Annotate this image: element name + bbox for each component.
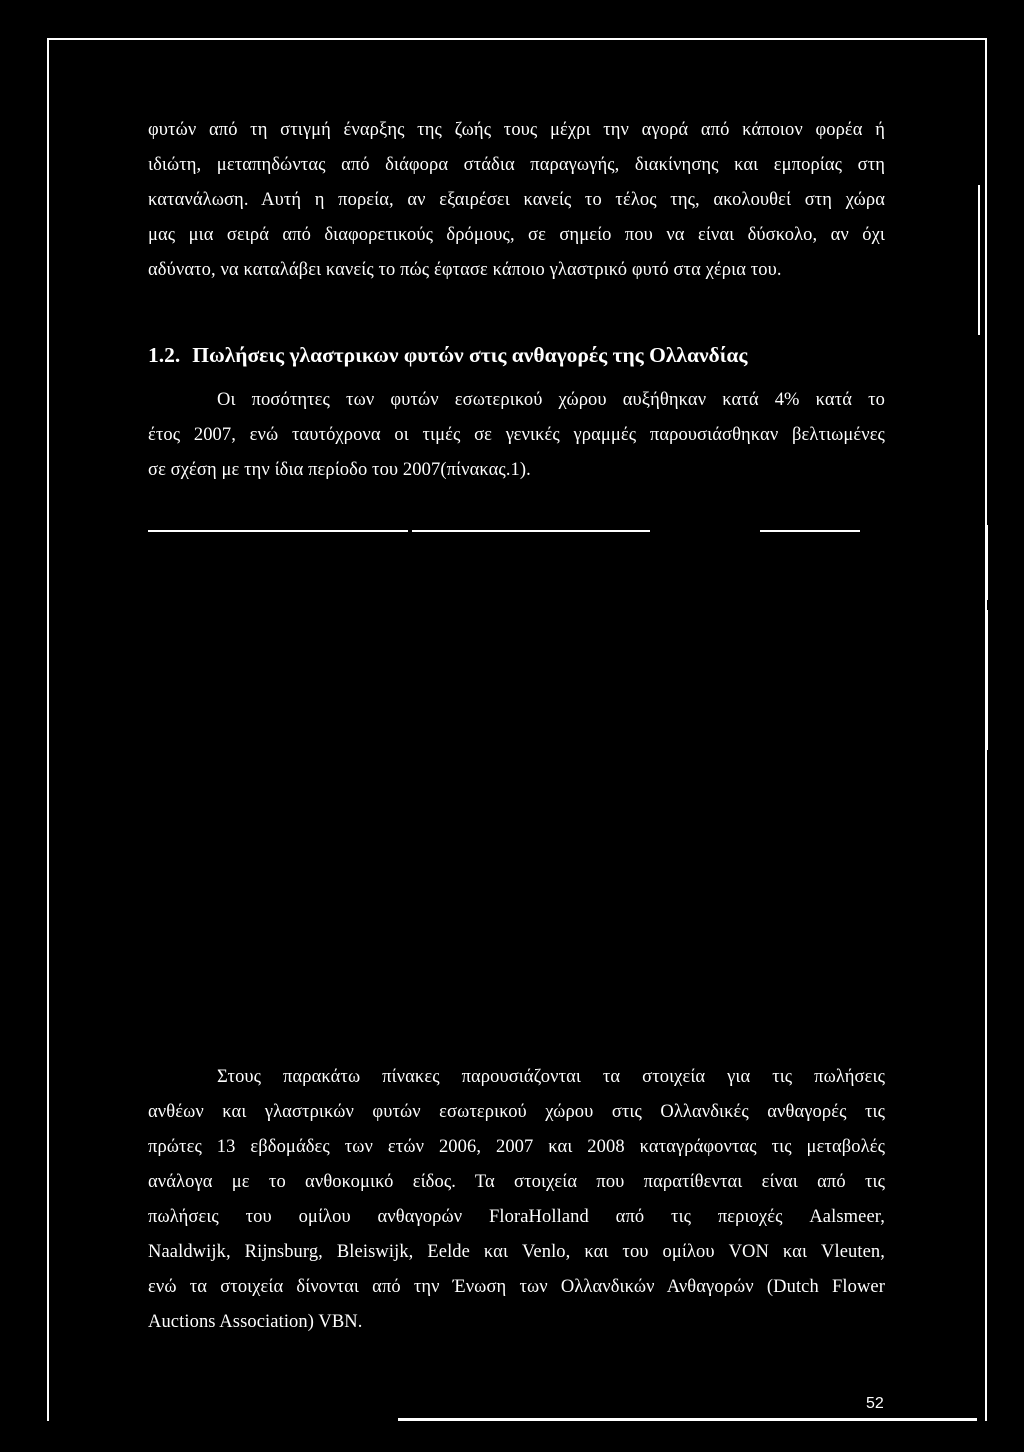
paragraph-line: Οι ποσότητες των φυτών εσωτερικού χώρου αυξήθηκαν κατά 4% κατά το xyxy=(217,390,885,410)
section-number: 1.2. xyxy=(148,343,181,367)
paragraph-line: κατανάλωση. Αυτή η πορεία, αν εξαιρέσει κανείς το τέλος της, ακολουθεί στη χώρα xyxy=(148,190,885,210)
paragraph-line: ανάλογα με το ανθοκομικό είδος. Τα στοιχεία που παρατίθενται είναι από τις xyxy=(148,1172,885,1192)
separator-rule xyxy=(760,530,860,532)
paragraph-line: πωλήσεις του ομίλου ανθαγορών FloraHolland από τις περιοχές Aalsmeer, xyxy=(148,1207,885,1227)
page-bottom-rule xyxy=(398,1418,977,1421)
paragraph-line: Στους παρακάτω πίνακες παρουσιάζονται τα στοιχεία για τις πωλήσεις xyxy=(217,1067,885,1087)
paragraph-line: σε σχέση με την ίδια περίοδο του 2007(πίνακας.1). xyxy=(148,460,531,480)
page-number: 52 xyxy=(866,1395,884,1412)
separator-rule xyxy=(148,530,408,532)
scan-edge-mark xyxy=(978,185,980,335)
paragraph-line: αδύνατο, να καταλάβει κανείς το πώς έφτασε κάποιο γλαστρικό φυτό στα χέρια του. xyxy=(148,260,782,280)
paragraph-line: Naaldwijk, Rijnsburg, Bleiswijk, Eelde και Venlo, και του ομίλου VON και Vleuten, xyxy=(148,1242,885,1262)
paragraph-line: πρώτες 13 εβδομάδες των ετών 2006, 2007 και 2008 καταγράφοντας τις μεταβολές xyxy=(148,1137,885,1157)
paragraph-line: ιδιώτη, μεταπηδώντας από διάφορα στάδια παραγωγής, διακίνησης και εμπορίας στη xyxy=(148,155,885,175)
section-heading xyxy=(148,343,747,368)
section-title: Πωλήσεις γλαστρικων φυτών στις ανθαγορές της Ολλανδίας xyxy=(192,343,748,367)
paragraph-line: έτος 2007, ενώ ταυτόχρονα οι τιμές σε γενικές γραμμές παρουσιάσθηκαν βελτιωμένες xyxy=(148,425,885,445)
scan-edge-mark xyxy=(986,610,988,750)
separator-rule xyxy=(412,530,650,532)
paragraph-line: ανθέων και γλαστρικών φυτών εσωτερικού χώρου στις Ολλανδικές ανθαγορές τις xyxy=(148,1102,885,1122)
paragraph-line: Auctions Association) VBN. xyxy=(148,1312,363,1332)
paragraph-line: φυτών από τη στιγμή έναρξης της ζωής τους μέχρι την αγορά από κάποιον φορέα ή xyxy=(148,120,885,140)
paragraph-line: ενώ τα στοιχεία δίνονται από την Ένωση των Ολλανδικών Ανθαγορών (Dutch Flower xyxy=(148,1277,885,1297)
paragraph-line: μας μια σειρά από διαφορετικούς δρόμους, σε σημείο που να είναι δύσκολο, αν όχι xyxy=(148,225,885,245)
scan-edge-mark xyxy=(986,525,988,600)
